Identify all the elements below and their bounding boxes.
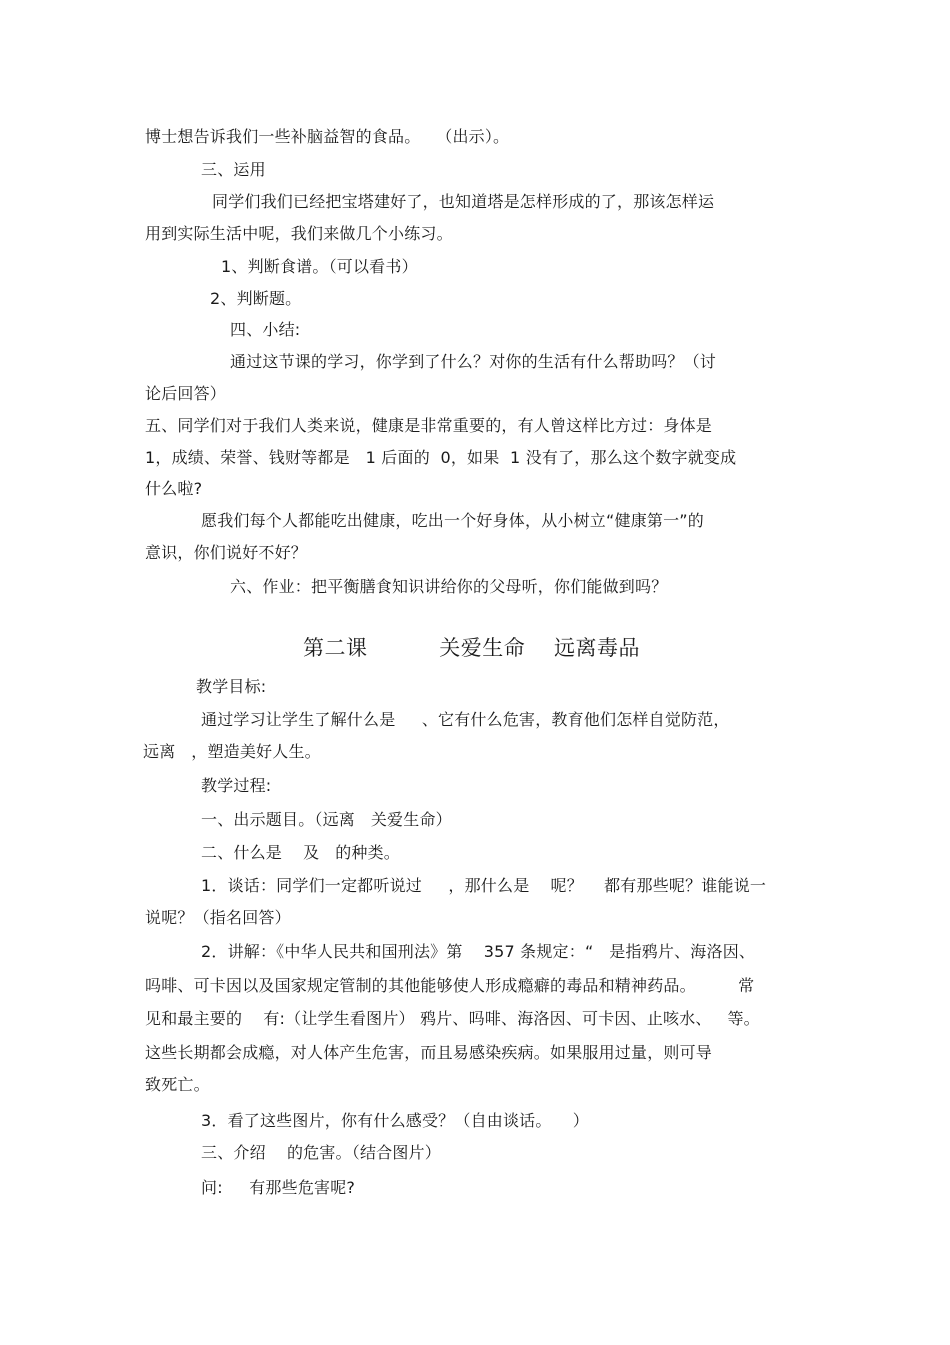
paragraph-line: 2．讲解：《中华人民共和国刑法》第 357 条规定：“ 是指鸦片、海洛因、 — [201, 942, 756, 961]
step-line: 三、介绍 的危害。（结合图片） — [201, 1143, 441, 1162]
lesson-title: 第二课 关爱生命 远离毒品 — [303, 636, 640, 660]
step-line: 二、什么是 及 的种类。 — [201, 843, 401, 862]
paragraph-line: 五、同学们对于我们人类来说，健康是非常重要的，有人曾这样比方过：身体是 — [145, 416, 713, 435]
homework-line: 六、作业：把平衡膳食知识讲给你的父母听，你们能做到吗？ — [230, 577, 668, 596]
section-heading: 三、运用 — [201, 160, 266, 179]
paragraph-line: 通过学习让学生了解什么是 、它有什么危害，教育他们怎样自觉防范， — [201, 710, 730, 729]
paragraph-line: 见和最主要的 有:（让学生看图片） 鸦片、吗啡、海洛因、可卡因、止咳水、 等。 — [145, 1009, 760, 1028]
paragraph-line: 同学们我们已经把宝塔建好了，也知道塔是怎样形成的了，那该怎样运 — [212, 192, 715, 211]
section-heading: 四、小结: — [230, 320, 301, 339]
paragraph-line: 1，成绩、荣誉、钱财等都是 1 后面的 0，如果 1 没有了，那么这个数字就变成 — [145, 448, 737, 467]
section-label: 教学目标: — [196, 677, 267, 696]
paragraph-line: 远离 ，塑造美好人生。 — [143, 742, 321, 761]
paragraph-line: 通过这节课的学习，你学到了什么？对你的生活有什么帮助吗？（讨 — [230, 352, 717, 371]
paragraph-line: 1．谈话：同学们一定都听说过 ，那什么是 呢？ 都有那些呢？谁能说一 — [201, 876, 767, 895]
paragraph-line: 这些长期都会成瘾，对人体产生危害，而且易感染疾病。如果服用过量，则可导 — [145, 1043, 713, 1062]
paragraph-line: 致死亡。 — [145, 1075, 210, 1094]
paragraph-line: 吗啡、可卡因以及国家规定管制的其他能够使人形成瘾癖的毒品和精神药品。 常 — [145, 976, 755, 995]
section-label: 教学过程: — [201, 776, 272, 795]
paragraph-line: 意识，你们说好不好？ — [145, 543, 308, 562]
step-line: 一、出示题目。（远离 关爱生命） — [201, 810, 452, 829]
list-item: 2、判断题。 — [210, 289, 302, 308]
paragraph-line: 用到实际生活中呢，我们来做几个小练习。 — [145, 224, 453, 243]
paragraph-line: 说呢？（指名回答） — [145, 908, 291, 927]
paragraph-line: 什么啦? — [145, 479, 203, 498]
paragraph-line: 愿我们每个人都能吃出健康，吃出一个好身体，从小树立“健康第一”的 — [201, 511, 704, 530]
paragraph-line: 3．看了这些图片，你有什么感受？（自由谈话。 ） — [201, 1111, 589, 1130]
list-item: 1、判断食谱。（可以看书） — [221, 257, 418, 276]
question-line: 问: 有那些危害呢? — [201, 1178, 356, 1197]
text-line: 博士想告诉我们一些补脑益智的食品。 （出示）。 — [145, 127, 510, 146]
paragraph-line: 论后回答） — [145, 384, 227, 403]
